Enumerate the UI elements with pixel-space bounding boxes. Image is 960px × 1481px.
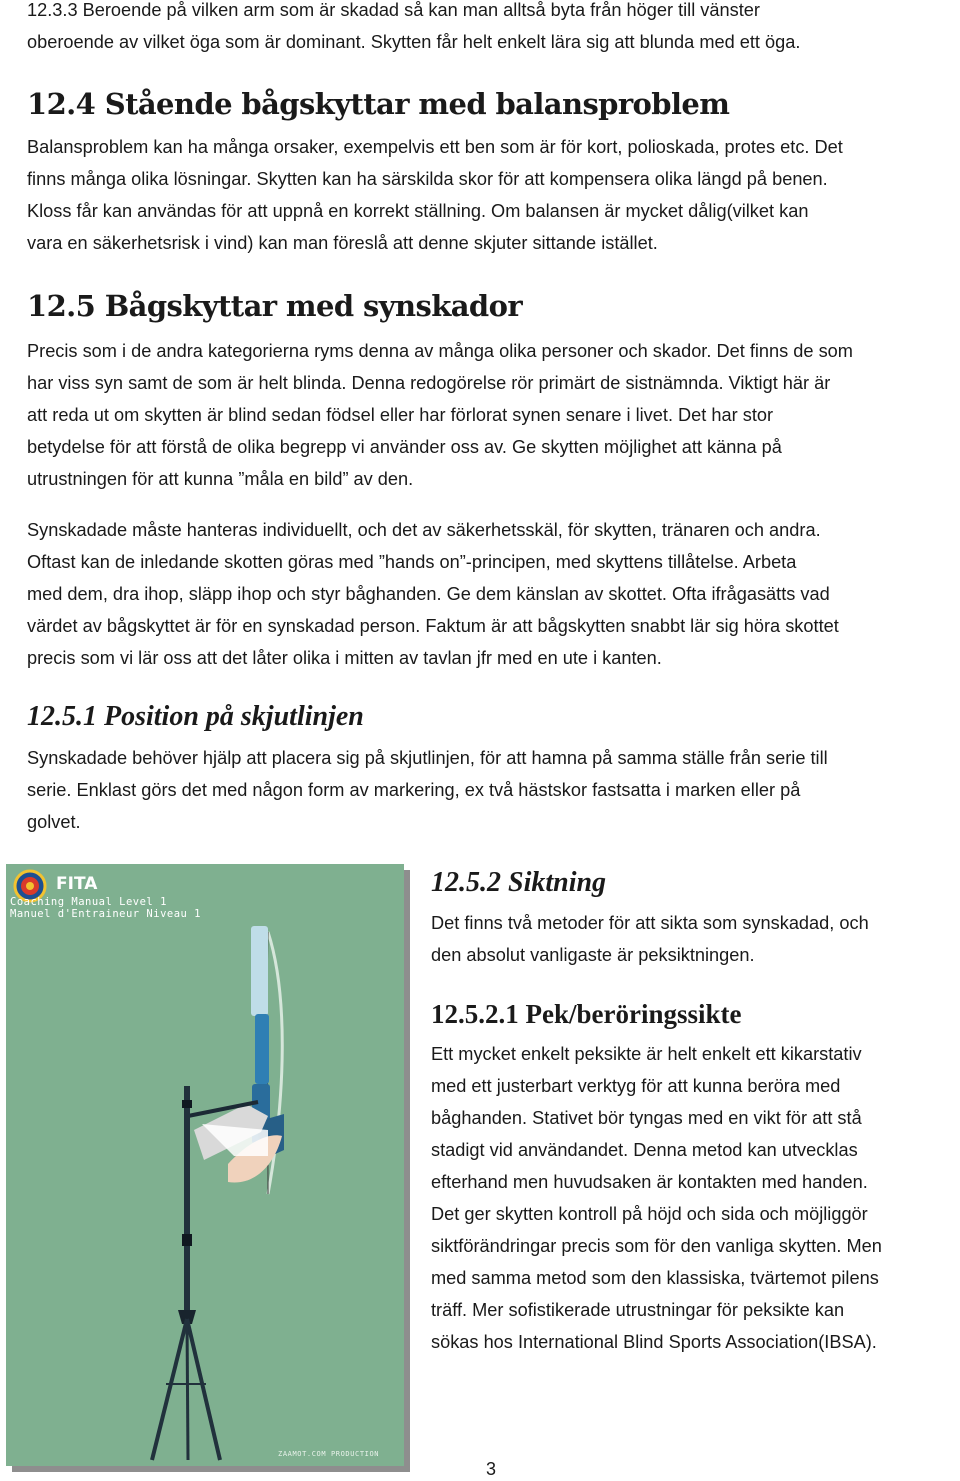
heading-12-5: 12.5 Bågskyttar med synskador [27, 289, 523, 323]
fita-title: FITA [56, 874, 98, 894]
paragraph-aiming: Det finns två metoder för att sikta som synskadad, och den absolut vanligaste är peksiktningen. [431, 913, 869, 965]
heading-12-4: 12.4 Stående bågskyttar med balansproblem [27, 87, 730, 121]
paragraph-position: Synskadade behöver hjälp att placera sig på skjutlinjen, för att hamna på samma ställe från serie till serie. Enklast görs det med någon form av markering, ex två hästskor fastsatta i marken eller på golvet. [27, 748, 828, 832]
paragraph-vision-1: Precis som i de andra kategorierna ryms denna av många olika personer och skador. Det finns de som har viss syn samt de som är helt blinda. Denna redogörelse rör primärt de sistnämnda. Viktigt här är att reda ut om skytten är blind sedan födsel eller har förlorat synen senare i livet. Det har stor betydelse för att förstå de olika begrepp vi använder oss av. Ge skytten möjlighet att känna på utrustningen för att kunna ”måla en bild” av den. [27, 341, 853, 489]
paragraph-touch-sight: Ett mycket enkelt peksikte är helt enkelt ett kikarstativ med ett justerbart verktyg för att kunna beröra med båghanden. Stativet bör tyngas med en vikt för att stå stadigt vid användandet. Denna metod kan utvecklas efterhand men huvudsaken är kontakten med handen. Det ger skytten kontroll på höjd och sida och möjliggör siktförändringar precis som för den vanliga skytten. Men med samma metod som den klassiska, tvärtemot pilens träff. Mer sofistikerade utrustningar för peksikte kan sökas hos International Blind Sports Association(IBSA). [431, 1044, 882, 1352]
heading-12-5-2: 12.5.2 Siktning [431, 867, 607, 898]
intro-paragraph: 12.3.3 Beroende på vilken arm som är skadad så kan man alltså byta från höger till vänster oberoende av vilket öga som är dominant. Skytten får helt enkelt lära sig att blunda med ett öga. [27, 0, 801, 52]
figure-caption-line-1: Coaching Manual Level 1 [10, 896, 167, 908]
paragraph-balance: Balansproblem kan ha många orsaker, exempelvis ett ben som är för kort, polioskada, protes etc. Det finns många olika lösningar. Skytten kan ha särskilda skor för att kompensera olika längd på benen. Kloss får kan användas för att uppnå en korrekt ställning. Om balansen är mycket dålig(vilket kan vara en säkerhetsrisk i vind) kan man föreslå att denne skjuter sittande istället. [27, 137, 843, 253]
heading-12-5-1: 12.5.1 Position på skjutlinjen [27, 701, 364, 732]
tripod-aiming-device-illustration [6, 864, 404, 1466]
figure-caption-line-2: Manuel d'Entraineur Niveau 1 [10, 908, 202, 920]
paragraph-vision-2: Synskadade måste hanteras individuellt, och det av säkerhetsskäl, för skytten, tränaren och andra. Oftast kan de inledande skotten göras med ”hands on”-principen, med skyttens tillåtelse. Arbeta med dem, dra ihop, släpp ihop och styr båghanden. Ge dem känslan av skottet. Ofta ifrågasätts vad värdet av bågskyttet är för en synskadad person. Faktum är att bågskytten snabbt lär sig höra skottet precis som vi lär oss att det låter olika i mitten av tavlan jfr med en ute i kanten. [27, 520, 839, 668]
coaching-manual-figure [6, 864, 404, 1466]
figure-credit: ZAAMOT.COM PRODUCTION [278, 1450, 380, 1458]
page-number: 3 [486, 1459, 497, 1479]
heading-12-5-2-1: 12.5.2.1 Pek/beröringssikte [431, 999, 742, 1029]
